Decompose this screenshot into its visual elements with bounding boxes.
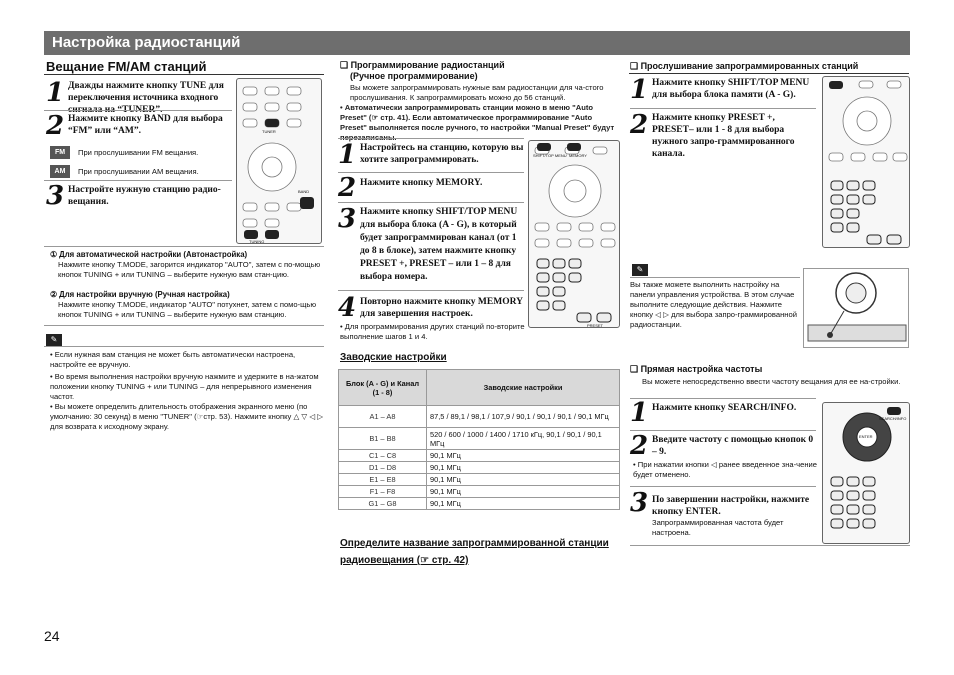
table-row [339,428,620,450]
right-step-1-text: Нажмите кнопку SHIFT/TOP MENU для выбора блока памяти (A - G). [652,78,810,100]
table-cell-channel: D1 – D8 [339,462,427,474]
table-row [339,450,620,462]
remote-label-enter: ENTER [859,434,873,439]
table-cell-channel: C1 – C8 [339,450,427,462]
middle-step-1-text: Настройтесь на станцию, которую вы хотите запрограммировать. [360,143,524,165]
direct-step-2-note: • При нажатии кнопки ◁ ранее введенное зна-чение будет отменено. [633,460,817,479]
divider [630,486,816,487]
table-row [339,462,620,474]
middle-step-2-text: Нажмите кнопку MEMORY. [360,178,483,188]
divider [630,545,910,546]
auto-tuning-text: Нажмите кнопку T.MODE, загорится индикатор "AUTO", затем с по-мощью кнопок TUNING + или TUNING – выберите нужную вам стан-цию. [58,260,321,279]
programming-title: ❑ Программирование радиостанций [340,60,505,70]
left-note-1: • Если нужная вам станция не может быть автоматически настроена, настройте ее вручную. [50,350,296,369]
factory-settings-heading: Заводские настройки [340,352,447,363]
fm-tag: FM [50,146,70,159]
step-number-1: 1 [338,140,357,170]
table-cell-channel: B1 – B8 [339,428,427,450]
divider [338,290,524,291]
page-number: 24 [44,628,60,644]
remote-buttons-graphic [237,79,322,244]
table-cell-value: 520 / 600 / 1000 / 1400 / 1710 кГц, 90,1 / 90,1 / 90,1 МГц [427,428,620,450]
remote-label-memory: MEMORY [569,153,587,158]
divider [630,398,816,399]
left-note-3: • Вы можете определить длительность отображения экранного меню (по умолчанию: 30 секунд) в меню "TUNER" (☞стр. 53). Нажмите кнопку △ ▽ ◁ ▷ для возврата к исходному экрану. [50,402,324,431]
remote-control-illustration [822,76,910,248]
middle-step-4-text: Повторно нажмите кнопку MEMORY для завершения настроек. [360,297,523,319]
factory-settings-table [338,369,620,510]
front-panel-memo-text: Вы также можете выполнить настройку на панели управления устройства. В этом случае выполните следующие действия. Нажмите кнопку ◁ ▷ для выбора запро-граммированной радиостанции. [630,280,797,329]
table-cell-channel: A1 – A8 [339,406,427,428]
remote-control-illustration [822,402,910,544]
middle-step-4-note: • Для программирования других станций по-вторите выполнение шагов 1 и 4. [340,322,525,341]
station-name-heading-line-2: радиовещания (☞ стр. 42) [340,555,469,566]
step-number-3: 3 [630,488,649,518]
table-header-row [339,370,620,406]
remote-label-tuner: TUNER [262,129,276,134]
direct-step-3-note: Запрограммированная частота будет настроена. [652,518,784,537]
table-cell-channel: E1 – E8 [339,474,427,486]
divider [44,180,232,181]
direct-step-2-text: Введите частоту с помощью кнопок 0 – 9. [652,435,814,457]
table-header-channel: Блок (A - G) и Канал (1 - 8) [339,370,427,406]
programming-subtitle: (Ручное программирование) [350,71,478,81]
divider [44,325,324,326]
manual-tuning-title: ② Для настройки вручную (Ручная настройка) [50,290,230,299]
divider [629,73,909,74]
table-cell-value: 90,1 МГц [427,498,620,510]
divider [338,138,524,139]
remote-label-search: SEARCH/INFO [879,416,907,421]
page-banner-title: Настройка радиостанций [44,31,910,55]
divider [630,277,800,278]
manual-tuning-text: Нажмите кнопку T.MODE, индикатор "AUTO" потухнет, затем с помо-щью кнопок TUNING + или TUNING – выберите нужную вам станцию. [58,300,317,319]
remote-label-shift: SHIFT/TOP MENU [533,153,567,158]
step-number-2: 2 [630,431,649,461]
table-cell-channel: F1 – F8 [339,486,427,498]
direct-step-1-text: Нажмите кнопку SEARCH/INFO. [652,403,797,413]
left-step-3-text: Настройте нужную станцию радио-вещания. [68,185,221,207]
remote-label-tuning: TUNING [249,239,265,244]
remote-buttons-graphic [823,77,910,248]
divider [44,110,232,111]
step-number-4: 4 [338,293,357,323]
divider [44,74,324,75]
right-step-2-text: Нажмите кнопку PRESET +, PRESET– или 1 - 8 для выбора нужного запро-граммированного канала. [652,113,795,159]
step-number-1: 1 [630,75,649,105]
left-step-1-text: Дважды нажмите кнопку TUNE для переключения источника входного сигнала на “TUNER”. [68,81,224,115]
divider [338,172,524,173]
auto-tuning-title: ① Для автоматической настройки (Автонастройка) [50,250,248,259]
middle-step-3-text: Нажмите кнопку SHIFT/TOP MENU для выбора блока (A - G), в который будет запрограммирован канал (от 1 до 8 в блоке), затем нажмите кнопку PRESET +, PRESET – или 1 – 8 для выбора номера. [360,207,518,282]
table-row [339,406,620,428]
divider [630,108,816,109]
divider [44,246,324,247]
direct-step-3-text: По завершении настройки, нажмите кнопку ENTER. [652,495,810,517]
table-cell-value: 90,1 МГц [427,462,620,474]
divider [630,430,816,431]
step-number-1: 1 [630,398,649,428]
left-step-2-text: Нажмите кнопку BAND для выбора “FM” или “AM”. [68,114,223,136]
table-header-value: Заводские настройки [427,370,620,406]
remote-label-preset: PRESET [587,323,604,328]
receiver-panel-graphic [804,269,910,349]
left-note-2: • Во время выполнения настройки вручную нажмите и удержите в на-жатом положении кнопку TUNING + или TUNING – для непрерывного изменения частот. [50,372,319,401]
direct-tuning-title: ❑ Прямая настройка частоты [630,364,763,374]
remote-control-illustration [528,140,620,328]
table-cell-value: 90,1 МГц [427,450,620,462]
section-heading-fm-am: Вещание FM/AM станций [46,59,207,74]
table-row [339,474,620,486]
fm-description: При прослушивании FM вещания. [78,148,199,157]
table-cell-channel: G1 – G8 [339,498,427,510]
divider [338,202,524,203]
receiver-panel-illustration [803,268,909,348]
am-description: При прослушивании AM вещания. [78,167,199,176]
table-cell-value: 87,5 / 89,1 / 98,1 / 107,9 / 90,1 / 90,1 / 90,1 / 90,1 МГц [427,406,620,428]
divider [44,346,324,347]
direct-tuning-intro: Вы можете непосредственно ввести частоту вещания для ее на-стройки. [642,377,901,386]
step-number-2: 2 [630,110,649,140]
pencil-memo-icon: ✎ [632,264,648,276]
programming-intro: Вы можете запрограммировать нужные вам радиостанции для ча-стого прослушивания. К запрограммировать можно до 56 станций. [350,83,604,102]
listen-presets-title: ❑ Прослушивание запрограммированных станций [630,61,859,71]
table-row [339,486,620,498]
programming-bullet: • Автоматически запрограммировать станции можно в меню "Auto Preset" (☞ стр. 41). Если автоматическое программирование "Auto Preset" выполняется после ручного, то настройки "Manual Preset" будут перезаписаны. [340,103,615,142]
remote-buttons-graphic [529,141,620,328]
step-number-2: 2 [46,111,65,141]
pencil-memo-icon: ✎ [46,334,62,346]
am-tag: AM [50,165,70,178]
remote-control-illustration [236,78,322,244]
table-row [339,498,620,510]
station-name-heading-line-1: Определите название запрограммированной станции [340,538,609,549]
remote-buttons-graphic [823,403,910,544]
step-number-2: 2 [338,173,357,203]
step-number-1: 1 [46,78,65,108]
remote-label-band: BAND [298,189,310,194]
table-cell-value: 90,1 МГц [427,474,620,486]
table-cell-value: 90,1 МГц [427,486,620,498]
step-number-3: 3 [338,204,357,234]
step-number-3: 3 [46,181,65,211]
